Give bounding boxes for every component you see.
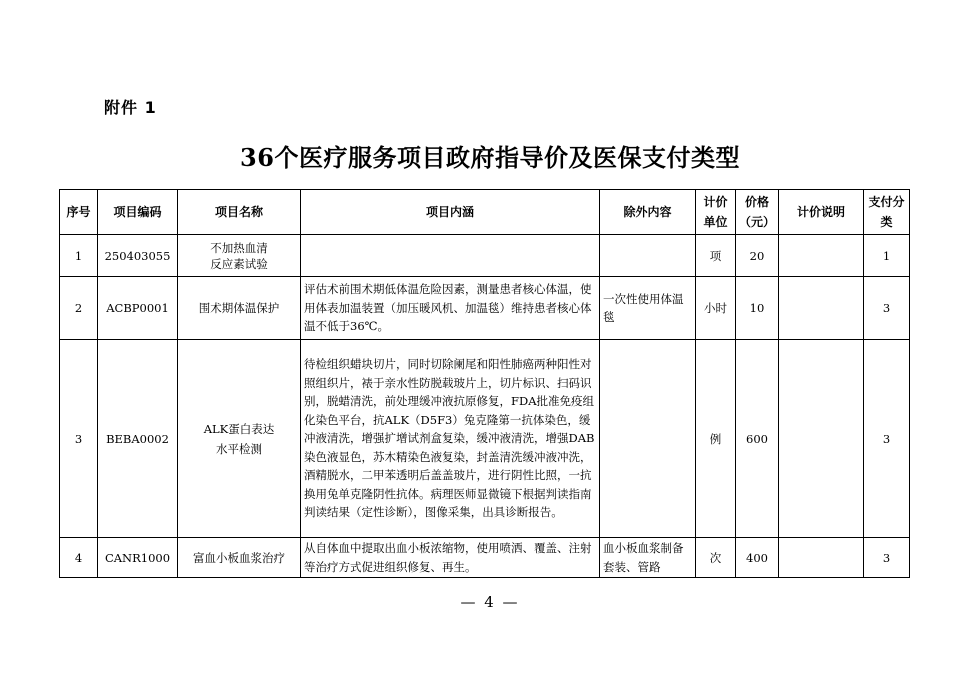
header-price: 价格（元） — [736, 190, 779, 235]
cell-content: 待检组织蜡块切片，同时切除阑尾和阳性肺癌两种阳性对照组织片，裱于亲水性防脱载玻片上，切片标识、扫码识别，脱蜡清洗，前处理缓冲液抗原修复，FDA批准免疫组化染色平台，抗ALK（D5F3）兔克隆第一抗体染色，缓冲液清洗，增强扩增试剂盒复染，缓冲液清洗，增强DAB染色液显色，苏木精染色液复染，封盖清洗缓冲液冲洗，酒精脱水，二甲苯透明后盖盖玻片，进行阴性比照，一抗换用兔单克隆阴性抗体。病理医师显微镜下根据判读指南判读结果（定性诊断），图像采集，出具诊断报告。 — [301, 340, 600, 538]
cell-code: BEBA0002 — [98, 340, 178, 538]
cell-excluded: 一次性使用体温毯 — [600, 277, 696, 340]
cell-excluded — [600, 235, 696, 277]
table-row — [60, 277, 910, 340]
document-title: 36个医疗服务项目政府指导价及医保支付类型 — [240, 143, 740, 172]
cell-no: 2 — [60, 277, 98, 340]
header-no: 序号 — [60, 190, 98, 235]
table-row — [60, 235, 910, 277]
cell-note — [779, 235, 864, 277]
page-number: — 4 — — [460, 593, 520, 611]
cell-no: 4 — [60, 538, 98, 578]
cell-name: 围术期体温保护 — [178, 277, 301, 340]
cell-category: 1 — [864, 235, 910, 277]
cell-price: 20 — [736, 235, 779, 277]
cell-price: 600 — [736, 340, 779, 538]
cell-category: 3 — [864, 277, 910, 340]
cell-content: 从自体血中提取出血小板浓缩物，使用喷洒、覆盖、注射等治疗方式促进组织修复、再生。 — [301, 538, 600, 578]
cell-excluded — [600, 340, 696, 538]
cell-name: 不加热血清反应素试验 — [178, 235, 301, 277]
cell-unit: 例 — [696, 340, 736, 538]
cell-unit: 次 — [696, 538, 736, 578]
header-name: 项目名称 — [178, 190, 301, 235]
cell-content: 评估术前围术期低体温危险因素，测量患者核心体温，使用体表加温装置（加压暖风机、加温毯）维持患者核心体温不低于36℃。 — [301, 277, 600, 340]
cell-category: 3 — [864, 340, 910, 538]
table-row — [60, 538, 910, 578]
attachment-label: 附件 1 — [104, 98, 157, 117]
cell-no: 1 — [60, 235, 98, 277]
cell-unit: 小时 — [696, 277, 736, 340]
cell-code: ACBP0001 — [98, 277, 178, 340]
cell-code: CANR1000 — [98, 538, 178, 578]
cell-content — [301, 235, 600, 277]
cell-code: 250403055 — [98, 235, 178, 277]
header-code: 项目编码 — [98, 190, 178, 235]
header-note: 计价说明 — [779, 190, 864, 235]
header-category: 支付分类 — [864, 190, 910, 235]
cell-category: 3 — [864, 538, 910, 578]
cell-name: 富血小板血浆治疗 — [178, 538, 301, 578]
cell-price: 400 — [736, 538, 779, 578]
header-content: 项目内涵 — [301, 190, 600, 235]
table-row — [60, 340, 910, 538]
header-unit: 计价单位 — [696, 190, 736, 235]
header-excluded: 除外内容 — [600, 190, 696, 235]
cell-name: ALK蛋白表达水平检测 — [178, 340, 301, 538]
cell-unit: 项 — [696, 235, 736, 277]
cell-excluded: 血小板血浆制备套装、管路 — [600, 538, 696, 578]
table-header-row — [60, 190, 910, 235]
cell-note — [779, 538, 864, 578]
fee-table — [59, 189, 910, 578]
cell-note — [779, 277, 864, 340]
cell-no: 3 — [60, 340, 98, 538]
cell-price: 10 — [736, 277, 779, 340]
cell-note — [779, 340, 864, 538]
